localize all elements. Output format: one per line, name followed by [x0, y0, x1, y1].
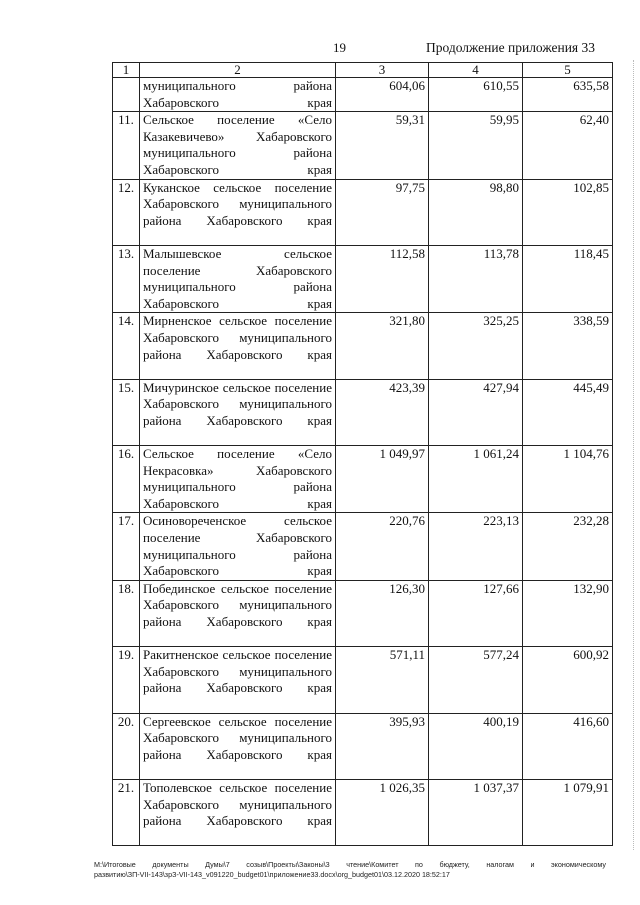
value-3: 59,31 — [336, 112, 429, 179]
value-3: 1 049,97 — [336, 446, 429, 513]
file-path-footer — [94, 860, 606, 880]
value-3: 604,06 — [336, 78, 429, 112]
table-header-row — [113, 63, 613, 78]
value-5: 118,45 — [523, 245, 613, 312]
value-3: 97,75 — [336, 179, 429, 245]
table-row — [113, 379, 613, 445]
table-row — [113, 580, 613, 646]
page-number: 19 — [333, 40, 346, 55]
table-row — [113, 713, 613, 779]
table-body — [113, 78, 613, 846]
table-row — [113, 245, 613, 312]
continuation-label: Продолжение приложения 33 — [426, 40, 596, 55]
settlement-name: Осиновореченское сельское поселение Хабаровского муниципального района Хабаровского края — [140, 513, 336, 580]
scan-edge-mark — [633, 60, 635, 850]
row-number — [113, 78, 140, 112]
value-4: 427,94 — [429, 379, 523, 445]
settlement-name: муниципального района Хабаровского края — [140, 78, 336, 112]
value-5: 132,90 — [523, 580, 613, 646]
value-3: 220,76 — [336, 513, 429, 580]
value-4: 98,80 — [429, 179, 523, 245]
value-5: 1 104,76 — [523, 446, 613, 513]
value-4: 223,13 — [429, 513, 523, 580]
value-4: 1 037,37 — [429, 780, 523, 846]
table-row — [113, 179, 613, 245]
column-header: 4 — [429, 63, 523, 78]
settlement-name: Сельское поселение «Село Некрасовка» Хабаровского муниципального района Хабаровского края — [140, 446, 336, 513]
value-4: 127,66 — [429, 580, 523, 646]
table-row — [113, 780, 613, 846]
row-number: 20. — [113, 713, 140, 779]
value-5: 232,28 — [523, 513, 613, 580]
row-number: 18. — [113, 580, 140, 646]
value-4: 325,25 — [429, 313, 523, 379]
settlement-name: Ракитненское сельское поселение Хабаровского муниципального района Хабаровского края — [140, 647, 336, 713]
row-number: 16. — [113, 446, 140, 513]
row-number: 15. — [113, 379, 140, 445]
settlement-name: Побединское сельское поселение Хабаровского муниципального района Хабаровского края — [140, 580, 336, 646]
row-number: 11. — [113, 112, 140, 179]
row-number: 14. — [113, 313, 140, 379]
value-3: 112,58 — [336, 245, 429, 312]
value-5: 600,92 — [523, 647, 613, 713]
table-row — [113, 446, 613, 513]
table-row — [113, 313, 613, 379]
value-4: 610,55 — [429, 78, 523, 112]
value-4: 577,24 — [429, 647, 523, 713]
value-3: 321,80 — [336, 313, 429, 379]
table-row — [113, 647, 613, 713]
value-5: 635,58 — [523, 78, 613, 112]
table-row — [113, 513, 613, 580]
row-number: 12. — [113, 179, 140, 245]
file-path-line: развитию\ЗП-VII-143\зрЗ-VII-143_v091220_budget01\приложение33.docx\org_budget01\03.12.2020 18:52:17 — [94, 870, 450, 879]
budget-table — [112, 62, 613, 846]
settlement-name: Мирненское сельское поселение Хабаровского муниципального района Хабаровского края — [140, 313, 336, 379]
table-row — [113, 78, 613, 112]
column-header: 2 — [140, 63, 336, 78]
settlement-name: Сергеевское сельское поселение Хабаровского муниципального района Хабаровского края — [140, 713, 336, 779]
column-header: 1 — [113, 63, 140, 78]
value-4: 59,95 — [429, 112, 523, 179]
settlement-name: Тополевское сельское поселение Хабаровского муниципального района Хабаровского края — [140, 780, 336, 846]
row-number: 21. — [113, 780, 140, 846]
value-4: 400,19 — [429, 713, 523, 779]
settlement-name: Сельское поселение «Село Казакевичево» Хабаровского муниципального района Хабаровского края — [140, 112, 336, 179]
table-row — [113, 112, 613, 179]
file-path-line: М:\Итоговые документы Думы\7 созыв\Проекты\Законы\3 чтение\Комитет по бюджету, налогам и экономическому — [94, 860, 606, 869]
value-3: 395,93 — [336, 713, 429, 779]
value-5: 62,40 — [523, 112, 613, 179]
value-3: 126,30 — [336, 580, 429, 646]
value-3: 423,39 — [336, 379, 429, 445]
value-5: 416,60 — [523, 713, 613, 779]
settlement-name: Малышевское сельское поселение Хабаровского муниципального района Хабаровского края — [140, 245, 336, 312]
value-5: 1 079,91 — [523, 780, 613, 846]
column-header: 5 — [523, 63, 613, 78]
row-number: 19. — [113, 647, 140, 713]
value-5: 102,85 — [523, 179, 613, 245]
value-5: 338,59 — [523, 313, 613, 379]
settlement-name: Куканское сельское поселение Хабаровского муниципального района Хабаровского края — [140, 179, 336, 245]
value-4: 1 061,24 — [429, 446, 523, 513]
row-number: 13. — [113, 245, 140, 312]
settlement-name: Мичуринское сельское поселение Хабаровского муниципального района Хабаровского края — [140, 379, 336, 445]
column-header: 3 — [336, 63, 429, 78]
row-number: 17. — [113, 513, 140, 580]
value-3: 1 026,35 — [336, 780, 429, 846]
value-3: 571,11 — [336, 647, 429, 713]
value-4: 113,78 — [429, 245, 523, 312]
value-5: 445,49 — [523, 379, 613, 445]
